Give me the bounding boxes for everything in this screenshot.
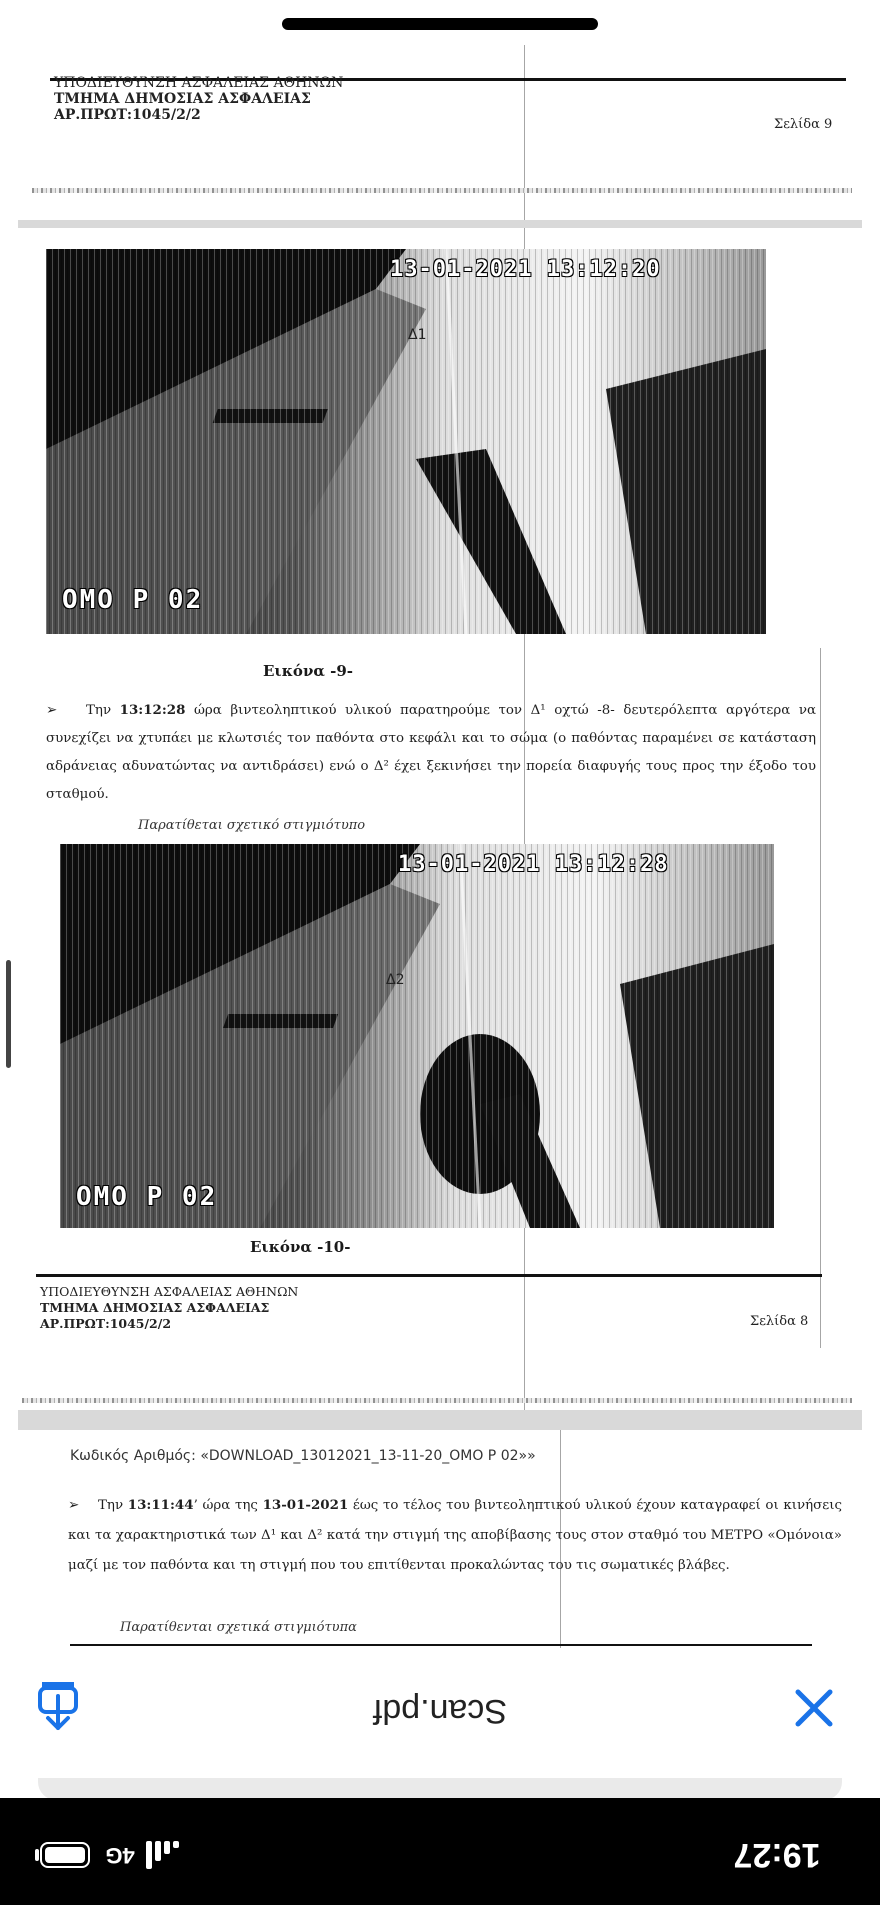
page-header xyxy=(54,75,343,123)
suspect-marker: Δ2 xyxy=(386,972,405,988)
scan-line xyxy=(524,45,525,220)
para1-time: 13:12:28 xyxy=(119,702,186,718)
header-line3: ΑΡ.ΠΡΩΤ:1045/2/2 xyxy=(40,1316,172,1331)
footer-rule xyxy=(36,1274,822,1277)
page-8 xyxy=(18,228,862,1410)
para1-text-a: Την xyxy=(86,703,120,718)
scan-noise xyxy=(22,1398,852,1403)
cctv-image-9 xyxy=(46,249,766,634)
camera-label: OMO P 02 xyxy=(76,1182,218,1212)
battery-icon xyxy=(34,1841,92,1869)
download-icon[interactable] xyxy=(36,1682,80,1732)
top-grabber xyxy=(282,18,598,30)
header-line3: ΑΡ.ΠΡΩΤ:1045/2/2 xyxy=(54,107,201,123)
page-number: Σελίδα 9 xyxy=(774,117,833,132)
paragraph-2 xyxy=(68,1490,842,1581)
bullet-arrow-icon: ➢ xyxy=(68,1498,80,1513)
page-next xyxy=(18,1430,862,1648)
para2-text-b: ’ ώρα της xyxy=(193,1498,263,1513)
page-gap xyxy=(18,220,862,228)
scan-noise xyxy=(32,188,852,193)
figure-caption-10: Εικόνα -10- xyxy=(250,1238,351,1256)
close-icon[interactable] xyxy=(794,1688,834,1728)
bullet-arrow-icon: ➢ xyxy=(46,703,58,718)
page-gap xyxy=(18,1410,862,1430)
network-type: 4G xyxy=(105,1843,135,1868)
attached-note-2: Παρατίθενται σχετικά στιγμιότυπα xyxy=(120,1620,357,1635)
page-9-top xyxy=(18,45,862,220)
scan-line xyxy=(820,648,821,1348)
paragraph-1 xyxy=(46,696,816,809)
signal-icon xyxy=(146,1841,180,1869)
header-line2: ΤΜΗΜΑ ΔΗΜΟΣΙΑΣ ΑΣΦΑΛΕΙΑΣ xyxy=(54,91,311,107)
para2-text-c: έως το τέλος του βιντεοληπτικού υλικού έχουν καταγραφεί οι κινήσεις και τα χαρακτηριστικά των Δ¹ και Δ² κατά την στιγμή της αποβίβασης τους στον σταθμό του ΜΕΤΡΟ «Ομόνοια» μαζί με τον παθόντα και τη στιγμή που του επιτίθενται προκαλώντας του τις σωματικές βλάβες. xyxy=(68,1498,842,1573)
cctv-image-10 xyxy=(60,844,774,1228)
figure-caption-9: Εικόνα -9- xyxy=(263,662,353,680)
para1-text-b: ώρα βιντεοληπτικού υλικού παρατηρούμε τον Δ¹ οχτώ -8- δευτερόλεπτα αργότερα να συνεχίζει να χτυπάει με κλωτσιές τον παθόντα στο κεφάλι και το σώμα (ο παθόντας παραμένει σε κατάσταση αδράνειας αδυνατώντας να αντιδράσει) ενώ ο Δ² έχει ξεκινήσει την πορεία διαφυγής τους προς την έξοδο του σταθμού. xyxy=(46,703,816,802)
scroll-handle[interactable] xyxy=(6,960,11,1068)
video-timestamp: 13-01-2021 13:12:20 xyxy=(390,257,661,282)
para2-text-a: Την xyxy=(98,1498,128,1513)
page-header xyxy=(40,1284,298,1332)
header-line1: ΥΠΟΔΙΕΥΘΥΝΣΗ ΑΣΦΑΛΕΙΑΣ ΑΘΗΝΩΝ xyxy=(54,75,344,91)
code-number: Κωδικός Αριθμός: «DOWNLOAD_13012021_13-11-20_OMO P 02»» xyxy=(70,1448,536,1464)
header-line2: ΤΜΗΜΑ ΔΗΜΟΣΙΑΣ ΑΣΦΑΛΕΙΑΣ xyxy=(40,1300,270,1315)
para2-time: 13:11:44 xyxy=(127,1497,194,1513)
video-timestamp: 13-01-2021 13:12:28 xyxy=(398,852,669,877)
page-number: Σελίδα 8 xyxy=(750,1314,809,1329)
suspect-marker: Δ1 xyxy=(408,327,427,343)
clock: 19:27 xyxy=(733,1836,821,1874)
camera-label: OMO P 02 xyxy=(62,585,204,615)
attached-note-1: Παρατίθεται σχετικό στιγμιότυπο xyxy=(138,818,366,833)
para2-date: 13-01-2021 xyxy=(262,1497,349,1513)
section-rule xyxy=(70,1644,812,1646)
file-name: Scan.pdf xyxy=(372,1692,508,1730)
header-line1: ΥΠΟΔΙΕΥΘΥΝΣΗ ΑΣΦΑΛΕΙΑΣ ΑΘΗΝΩΝ xyxy=(40,1284,299,1299)
